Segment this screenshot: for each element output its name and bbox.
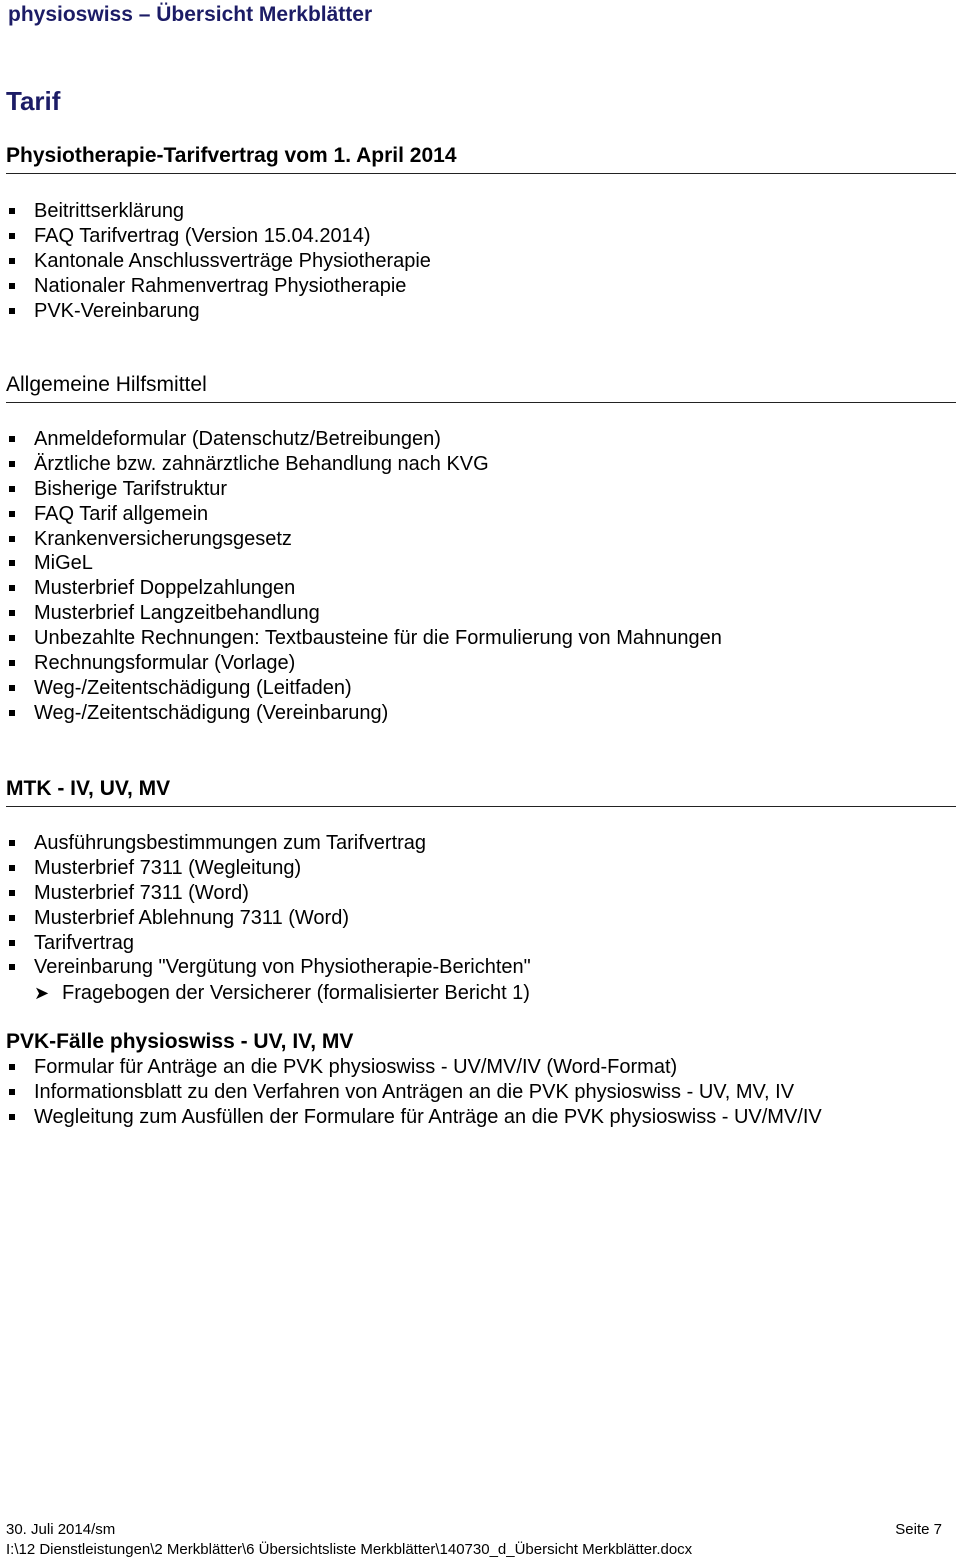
bullet-icon [9, 308, 15, 314]
list-item[interactable]: FAQ Tarif allgemein [0, 502, 722, 527]
bullet-icon [9, 964, 15, 970]
list-item[interactable]: Bisherige Tarifstruktur [0, 477, 722, 502]
list-mtk [0, 831, 531, 980]
bullet-icon [9, 585, 15, 591]
list-item[interactable]: Wegleitung zum Ausfüllen der Formulare für Anträge an die PVK physioswiss - UV/MV/IV [0, 1105, 822, 1130]
list-item[interactable]: Musterbrief 7311 (Word) [0, 881, 531, 906]
bullet-icon [9, 865, 15, 871]
list-tarifvertrag [0, 199, 431, 323]
bullet-icon [9, 283, 15, 289]
list-item[interactable]: Beitrittserklärung [0, 199, 431, 224]
sublist-mtk [0, 981, 530, 1006]
bullet-icon [9, 486, 15, 492]
bullet-icon [9, 511, 15, 517]
bullet-icon [9, 258, 15, 264]
heading-allgemeine-hilfsmittel: Allgemeine Hilfsmittel [6, 372, 956, 403]
list-item[interactable]: Anmeldeformular (Datenschutz/Betreibungen) [0, 427, 722, 452]
list-item[interactable]: Unbezahlte Rechnungen: Textbausteine für die Formulierung von Mahnungen [0, 626, 722, 651]
heading-pvk-faelle: PVK-Fälle physioswiss - UV, IV, MV [6, 1030, 354, 1053]
list-item[interactable]: Musterbrief Ablehnung 7311 (Word) [0, 906, 531, 931]
list-item[interactable]: PVK-Vereinbarung [0, 299, 431, 324]
list-item[interactable]: Ausführungsbestimmungen zum Tarifvertrag [0, 831, 531, 856]
heading-mtk: MTK - IV, UV, MV [6, 776, 956, 807]
bullet-icon [9, 1089, 15, 1095]
list-item[interactable]: Musterbrief 7311 (Wegleitung) [0, 856, 531, 881]
bullet-icon [9, 610, 15, 616]
list-item[interactable]: MiGeL [0, 551, 722, 576]
list-item[interactable]: Informationsblatt zu den Verfahren von Anträgen an die PVK physioswiss - UV, MV, IV [0, 1080, 822, 1105]
list-item[interactable]: Tarifvertrag [0, 931, 531, 956]
list-pvk-faelle [0, 1055, 822, 1130]
sub-list-item[interactable]: ➤ Fragebogen der Versicherer (formalisierter Bericht 1) [34, 982, 530, 1004]
list-item[interactable]: Ärztliche bzw. zahnärztliche Behandlung nach KVG [0, 452, 722, 477]
bullet-icon [9, 660, 15, 666]
list-item[interactable]: Weg-/Zeitentschädigung (Vereinbarung) [0, 701, 722, 726]
list-item[interactable]: Musterbrief Doppelzahlungen [0, 576, 722, 601]
bullet-icon [9, 915, 15, 921]
arrow-bullet-icon: ➤ [34, 983, 50, 1003]
heading-physiotherapie-tarifvertrag: Physiotherapie-Tarifvertrag vom 1. April 2014 [6, 143, 956, 174]
list-item[interactable]: Formular für Anträge an die PVK physioswiss - UV/MV/IV (Word-Format) [0, 1055, 822, 1080]
bullet-icon [9, 436, 15, 442]
list-item[interactable]: FAQ Tarifvertrag (Version 15.04.2014) [0, 224, 431, 249]
list-item[interactable]: Rechnungsformular (Vorlage) [0, 651, 722, 676]
footer-page-number: Seite 7 [895, 1521, 942, 1538]
list-item[interactable]: Krankenversicherungsgesetz [0, 527, 722, 552]
footer-file-path: I:\12 Dienstleistungen\2 Merkblätter\6 Übersichtsliste Merkblätter\140730_d_Übersicht Merkblätter.docx [6, 1541, 693, 1558]
list-allgemeine-hilfsmittel [0, 427, 722, 726]
document-header-title: physioswiss – Übersicht Merkblätter [8, 3, 373, 26]
list-item[interactable]: Nationaler Rahmenvertrag Physiotherapie [0, 274, 431, 299]
bullet-icon [9, 840, 15, 846]
bullet-icon [9, 1114, 15, 1120]
bullet-icon [9, 710, 15, 716]
list-item[interactable]: Kantonale Anschlussverträge Physiotherapie [0, 249, 431, 274]
list-item[interactable]: Weg-/Zeitentschädigung (Leitfaden) [0, 676, 722, 701]
bullet-icon [9, 685, 15, 691]
bullet-icon [9, 208, 15, 214]
bullet-icon [9, 461, 15, 467]
bullet-icon [9, 635, 15, 641]
bullet-icon [9, 940, 15, 946]
bullet-icon [9, 1064, 15, 1070]
list-item[interactable]: Vereinbarung "Vergütung von Physiotherapie-Berichten" [0, 955, 531, 980]
bullet-icon [9, 560, 15, 566]
section-title-tarif: Tarif [6, 86, 61, 116]
list-item[interactable]: Musterbrief Langzeitbehandlung [0, 601, 722, 626]
footer-date: 30. Juli 2014/sm [6, 1521, 116, 1538]
bullet-icon [9, 233, 15, 239]
bullet-icon [9, 890, 15, 896]
bullet-icon [9, 536, 15, 542]
